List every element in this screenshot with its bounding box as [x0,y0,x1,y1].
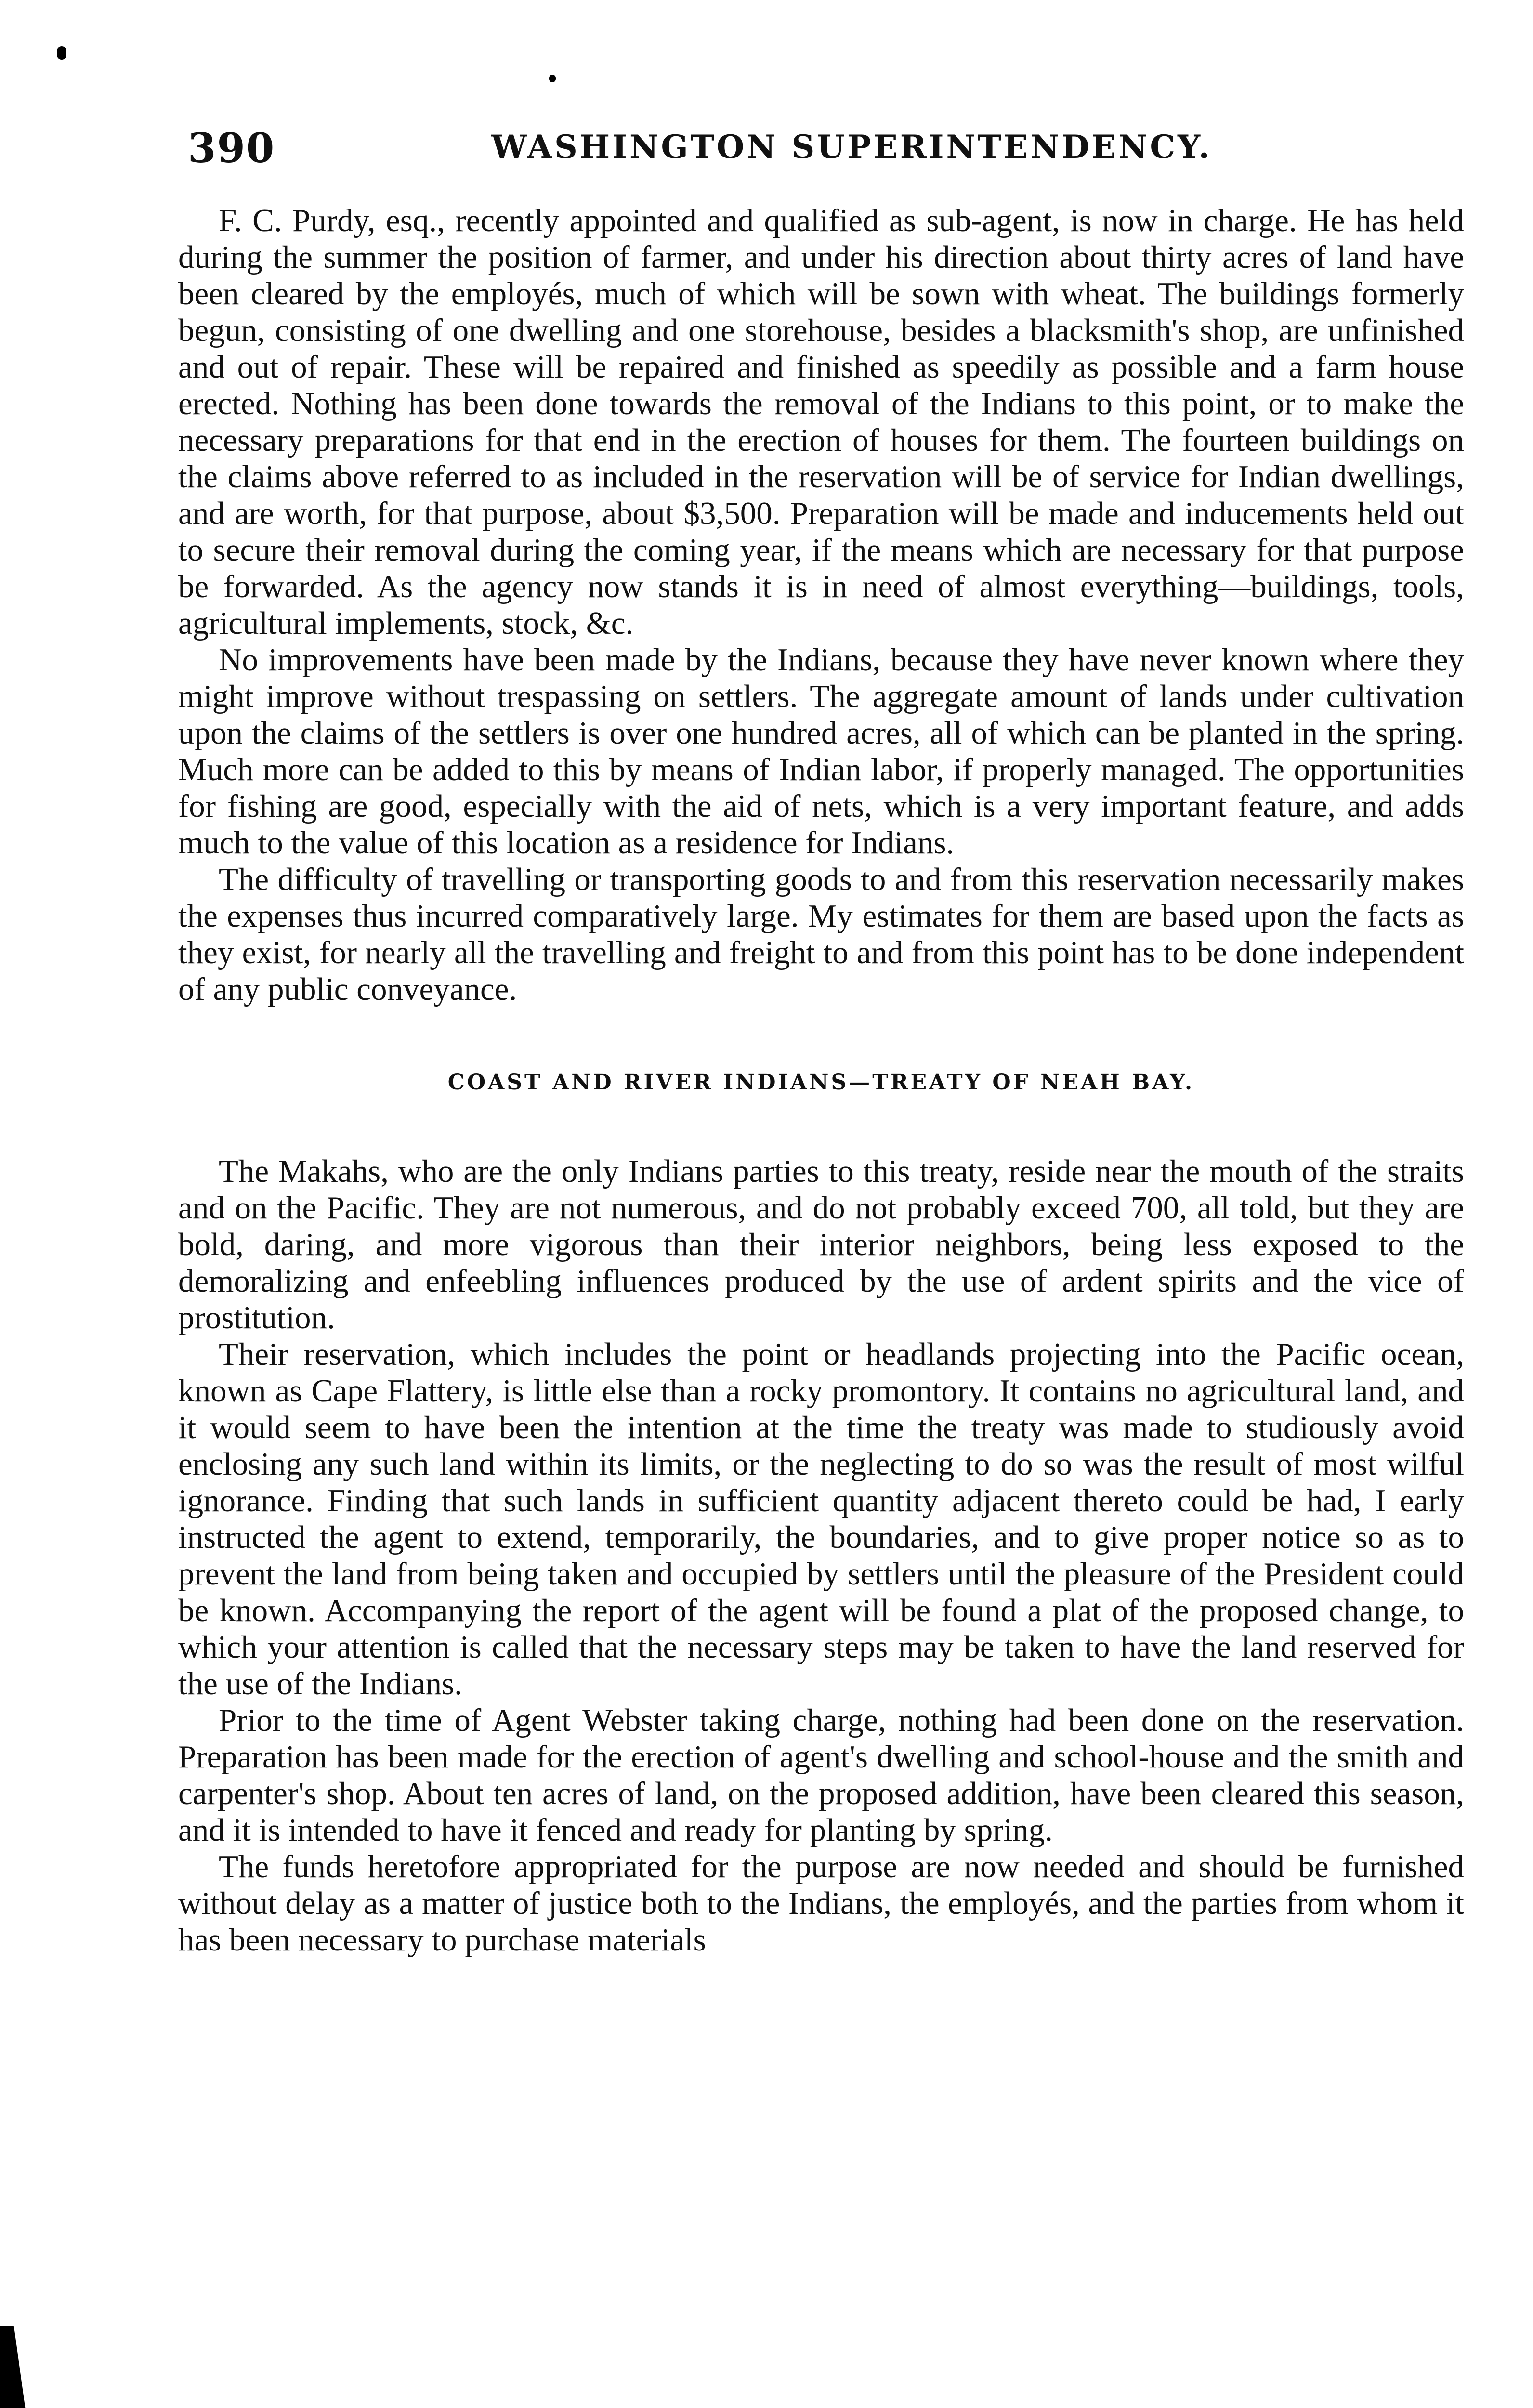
ink-speck [57,46,66,60]
paragraph: The Makahs, who are the only Indians parties to this treaty, reside near the mouth of the straits and on the Pacific. They are not numerous, and do not probably exceed 700, all told, but they are bold, daring, and more vigorous than their interior neighbors, being less exposed to the demoralizing and enfeebling influences produced by the use of ardent spirits and the vice of prostitution. [178,1153,1464,1335]
paragraph: Their reservation, which includes the point or headlands projecting into the Pacific ocean, known as Cape Flattery, is little else than a rocky promontory. It contains no agricultural land, and it would seem to have been the intention at the time the treaty was made to studiously avoid enclosing any such land within its limits, or the neglecting to do so was the result of most wilful ignorance. Finding that such lands in sufficient quantity adjacent thereto could be had, I early instructed the agent to extend, temporarily, the boundaries, and to give proper notice so as to prevent the land from being taken and occupied by settlers until the pleasure of the President could be known. Accompanying the report of the agent will be found a plat of the proposed change, to which your attention is called that the necessary steps may be taken to have the land reserved for the use of the Indians. [178,1336,1464,1701]
page-header [188,124,1479,172]
paragraph: No improvements have been made by the Indians, because they have never known where they might improve without trespassing on settlers. The aggregate amount of lands under cultivation upon the claims of the settlers is over one hundred acres, all of which can be planted in the spring. Much more can be added to this by means of Indian labor, if properly managed. The opportunities for fishing are good, especially with the aid of nets, which is a very important feature, and adds much to the value of this location as a residence for Indians. [178,642,1464,861]
paragraph: Prior to the time of Agent Webster taking charge, nothing had been done on the reservation. Preparation has been made for the erection of agent's dwelling and school-house and the smith and carpenter's shop. About ten acres of land, on the proposed addition, have been cleared this season, and it is intended to have it fenced and ready for planting by spring. [178,1702,1464,1848]
running-head: WASHINGTON SUPERINTENDENCY. [491,128,1212,166]
ink-speck [549,75,556,82]
page-number: 390 [188,124,275,172]
paragraph: The difficulty of travelling or transporting goods to and from this reservation necessarily makes the expenses thus incurred comparatively large. My estimates for them are based upon the facts as they exist, for nearly all the travelling and freight to and from this point has to be done independent of any public conveyance. [178,862,1464,1007]
body-text [178,202,1464,1958]
paragraph: F. C. Purdy, esq., recently appointed and qualified as sub-agent, is now in charge. He has held during the summer the position of farmer, and under his direction about thirty acres of land have been cleared by the employés, much of which will be sown with wheat. The buildings formerly begun, consisting of one dwelling and one storehouse, besides a blacksmith's shop, are unfinished and out of repair. These will be repaired and finished as speedily as possible and a farm house erected. Nothing has been done towards the removal of the Indians to this point, or to make the necessary preparations for that end in the erection of houses for them. The fourteen buildings on the claims above referred to as included in the reservation will be of service for Indian dwellings, and are worth, for that purpose, about $3,500. Preparation will be made and inducements held out to secure their removal during the coming year, if the means which are necessary for that purpose be forwarded. As the agency now stands it is in need of almost everything—buildings, tools, agricultural implements, stock, &c. [178,203,1464,641]
binding-shadow [0,2326,77,2408]
section-heading: COAST AND RIVER INDIANS—TREATY OF NEAH BAY. [447,1070,1195,1095]
paragraph: The funds heretofore appropriated for the purpose are now needed and should be furnished without delay as a matter of justice both to the Indians, the employés, and the parties from whom it has been necessary to purchase materials [178,1849,1464,1958]
